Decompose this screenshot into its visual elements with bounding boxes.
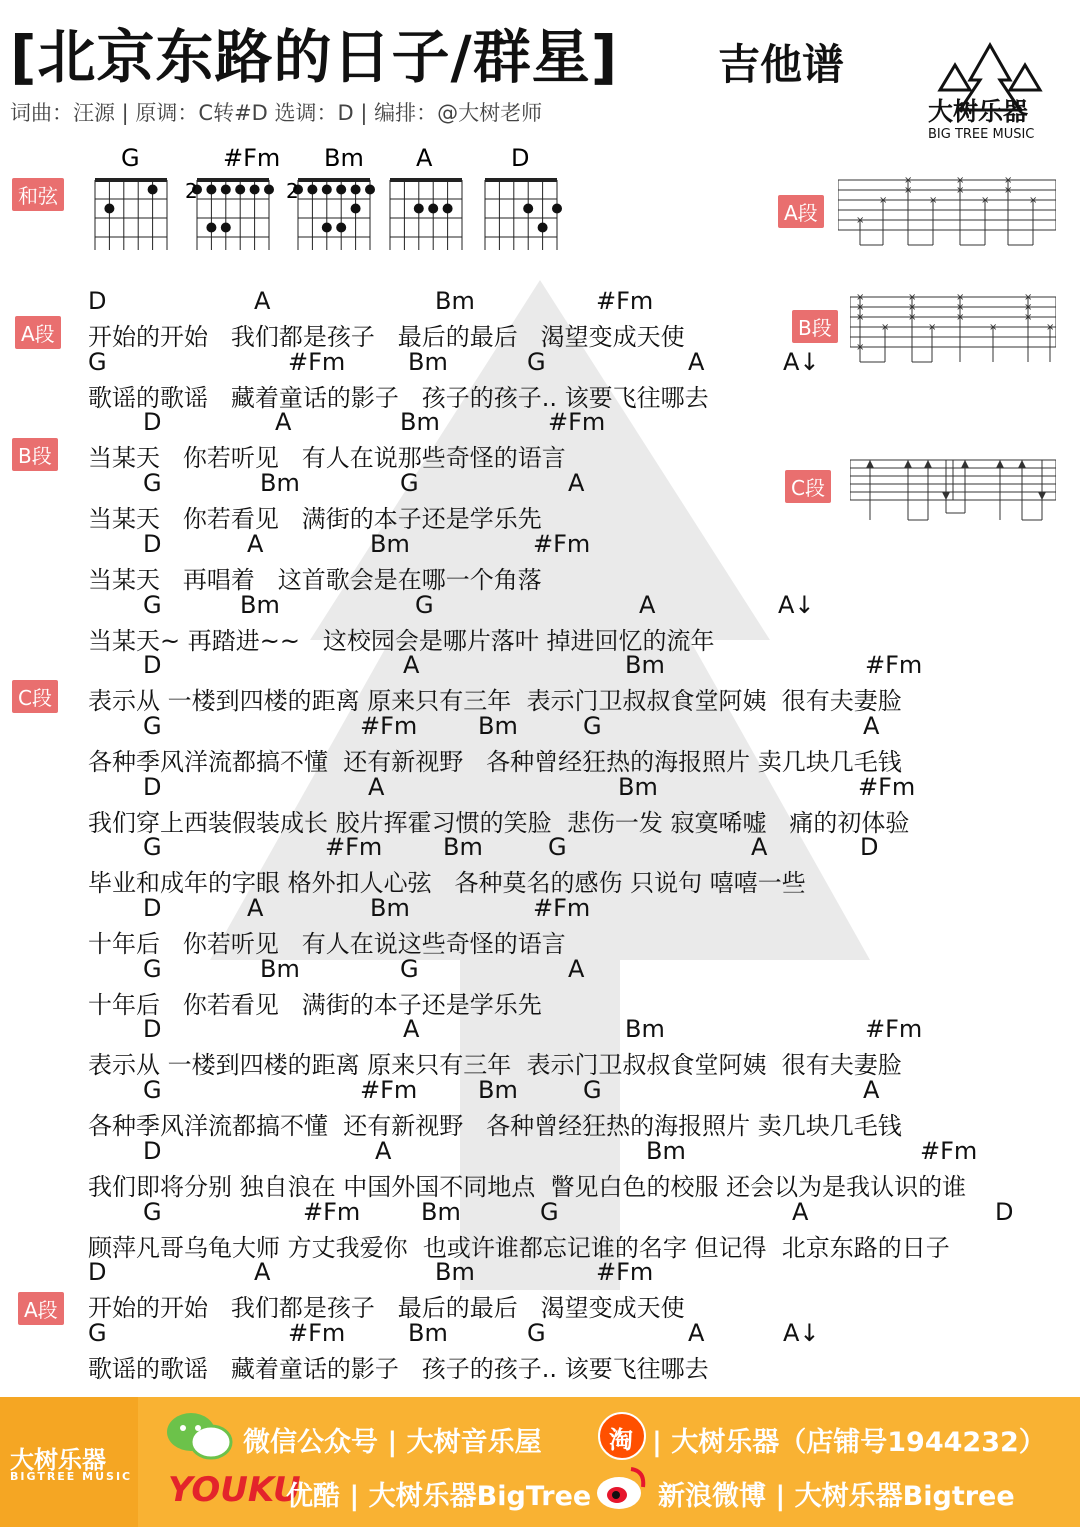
chord-label: G bbox=[143, 711, 162, 740]
watermark-tree bbox=[150, 260, 930, 1310]
chord-label: A↓ bbox=[783, 347, 820, 376]
rhythm-tag-b: B段 bbox=[792, 310, 838, 343]
svg-text:×: × bbox=[1024, 292, 1033, 303]
chord-label: G bbox=[88, 1318, 107, 1347]
chord-label: G bbox=[527, 1318, 546, 1347]
svg-text:×: × bbox=[856, 342, 865, 353]
chord-label: Bm bbox=[478, 711, 518, 740]
lyric-line: 歌谣的歌谣 藏着童话的影子 孩子的孩子.. 该要飞往哪去 bbox=[88, 383, 709, 412]
chord-label: G bbox=[583, 1076, 602, 1105]
chord-label: A bbox=[247, 529, 264, 558]
svg-text:×: × bbox=[904, 175, 913, 186]
chord-diagram-name: D bbox=[511, 144, 530, 172]
rhythm-tag-c: C段 bbox=[785, 470, 831, 503]
chord-label: #Fm bbox=[533, 529, 591, 558]
chord-label: A↓ bbox=[783, 1318, 820, 1347]
svg-text:×: × bbox=[928, 322, 937, 333]
youku-logo: YOUKU bbox=[168, 1470, 301, 1510]
chord-diagram bbox=[286, 144, 375, 250]
svg-text:×: × bbox=[989, 322, 998, 333]
lyric-line: 开始的开始 我们都是孩子 最后的最后 渴望变成天使 bbox=[88, 323, 685, 351]
chord-label: #Fm bbox=[548, 408, 606, 437]
svg-text:×: × bbox=[956, 312, 965, 323]
chord-label: D bbox=[143, 894, 162, 922]
svg-text:×: × bbox=[908, 292, 917, 303]
svg-text:×: × bbox=[1029, 195, 1038, 206]
svg-text:×: × bbox=[1004, 185, 1013, 196]
section-tag-a-repeat: A段 bbox=[18, 1292, 64, 1325]
chord-label: A bbox=[254, 287, 271, 315]
chord-label: A↓ bbox=[778, 590, 815, 619]
lyric-line: 各种季风洋流都搞不懂 还有新视野 各种曾经狂热的海报照片 卖几块几毛钱 bbox=[88, 1112, 902, 1141]
chord-diagram-name: #Fm bbox=[223, 144, 281, 172]
weibo-icon[interactable] bbox=[595, 1465, 647, 1513]
svg-text:×: × bbox=[956, 292, 965, 303]
chord-label: A bbox=[368, 772, 385, 801]
chord-label: Bm bbox=[260, 954, 300, 983]
chord-label: Bm bbox=[435, 1258, 475, 1287]
svg-text:×: × bbox=[956, 175, 965, 186]
chord-label: A bbox=[688, 347, 705, 376]
chord-label: A bbox=[403, 651, 420, 680]
taobao-icon[interactable] bbox=[598, 1412, 646, 1460]
lyric-line: 十年后 你若听见 有人在说这些奇怪的语言 bbox=[88, 930, 566, 958]
chord-label: G bbox=[548, 833, 567, 862]
chord-label: G bbox=[415, 590, 434, 619]
chord-label: D bbox=[143, 1136, 162, 1165]
chord-label: Bm bbox=[408, 347, 448, 376]
chord-label: A bbox=[375, 1136, 392, 1165]
svg-text:×: × bbox=[856, 215, 865, 226]
chord-label: A bbox=[254, 1258, 271, 1287]
chord-label: A bbox=[568, 954, 585, 983]
chord-section-tag: 和弦 bbox=[12, 178, 64, 211]
chord-label: D bbox=[143, 408, 162, 437]
lyric-line: 十年后 你若看见 满街的本子还是学乐先 bbox=[88, 990, 542, 1019]
chord-label: G bbox=[143, 469, 162, 498]
svg-text:×: × bbox=[908, 302, 917, 313]
svg-text:×: × bbox=[1024, 302, 1033, 313]
svg-text:×: × bbox=[1024, 312, 1033, 323]
chord-label: G bbox=[540, 1197, 559, 1226]
chord-label: A bbox=[688, 1318, 705, 1347]
chord-label: #Fm bbox=[533, 894, 591, 922]
svg-text:×: × bbox=[956, 302, 965, 313]
chord-label: Bm bbox=[240, 590, 280, 619]
lyric-line: 开始的开始 我们都是孩子 最后的最后 渴望变成天使 bbox=[88, 1294, 685, 1323]
chord-fret-number: 2 bbox=[286, 179, 299, 203]
chord-label: G bbox=[143, 833, 162, 862]
chord-label: G bbox=[143, 1076, 162, 1105]
chord-label: #Fm bbox=[920, 1136, 978, 1165]
wechat-icon[interactable] bbox=[165, 1410, 233, 1460]
chord-label: Bm bbox=[625, 1015, 665, 1044]
footer-taobao-text[interactable]: | 大树乐器（店铺号1944232） bbox=[652, 1427, 1046, 1458]
song-credits: 词曲：汪源 | 原调：C转#D 选调：D | 编排：@大树老师 bbox=[10, 101, 543, 125]
svg-text:×: × bbox=[981, 195, 990, 206]
chord-label: D bbox=[860, 833, 879, 862]
chord-label: A bbox=[403, 1015, 420, 1044]
rhythm-tag-a: A段 bbox=[778, 195, 824, 228]
chord-label: #Fm bbox=[303, 1197, 361, 1226]
svg-text:×: × bbox=[956, 185, 965, 196]
chord-label: D bbox=[143, 529, 162, 558]
chord-diagram-name: G bbox=[121, 144, 140, 172]
chord-label: G bbox=[143, 590, 162, 619]
chord-label: D bbox=[143, 772, 162, 801]
chord-label: G bbox=[527, 347, 546, 376]
chord-label: A bbox=[639, 590, 656, 619]
chord-label: G bbox=[400, 469, 419, 498]
chord-label: G bbox=[583, 711, 602, 740]
chord-diagram-name: Bm bbox=[324, 144, 364, 172]
svg-text:×: × bbox=[881, 322, 890, 333]
footer-weibo-text[interactable]: 新浪微博 | 大树乐器Bigtree bbox=[658, 1481, 1015, 1512]
chord-label: Bm bbox=[370, 894, 410, 922]
chord-label: D bbox=[143, 651, 162, 680]
footer-brand-cn: 大树乐器 bbox=[10, 1446, 106, 1474]
lyric-line: 当某天 再唱着 这首歌会是在哪一个角落 bbox=[88, 565, 542, 594]
chord-label: Bm bbox=[646, 1136, 686, 1165]
chord-label: A bbox=[863, 1076, 880, 1105]
chord-label: A bbox=[792, 1197, 809, 1226]
lyric-line: 当某天 你若看见 满街的本子还是学乐先 bbox=[88, 505, 542, 534]
rhythm-pattern-a bbox=[838, 175, 1056, 250]
chord-label: #Fm bbox=[360, 1076, 418, 1105]
lyric-line: 我们即将分别 独自浪在 中国外国不同地点 瞥见白色的校服 还会以为是我认识的谁 bbox=[88, 1172, 967, 1201]
section-tag-c: C段 bbox=[12, 680, 58, 713]
chord-label: A bbox=[863, 711, 880, 740]
chord-label: Bm bbox=[370, 529, 410, 558]
chord-label: Bm bbox=[618, 772, 658, 801]
chord-label: Bm bbox=[625, 651, 665, 680]
chord-label: A bbox=[568, 469, 585, 498]
chord-label: Bm bbox=[435, 287, 475, 315]
section-tag-b: B段 bbox=[12, 438, 58, 471]
chord-fret-number: 2 bbox=[185, 179, 198, 203]
rhythm-pattern-b bbox=[850, 292, 1056, 367]
chord-label: #Fm bbox=[288, 347, 346, 376]
svg-text:×: × bbox=[856, 292, 865, 303]
chord-label: #Fm bbox=[360, 711, 418, 740]
chord-label: #Fm bbox=[865, 1015, 923, 1044]
chord-diagram bbox=[485, 144, 562, 250]
footer-youku-text[interactable]: 优酷 | 大树乐器BigTree bbox=[286, 1481, 592, 1512]
lyric-line: 我们穿上西装假装成长 胶片挥霍习惯的笑脸 悲伤一发 寂寞唏嘘 痛的初体验 bbox=[88, 808, 910, 837]
chord-label: D bbox=[143, 1015, 162, 1044]
chord-diagram bbox=[90, 144, 172, 250]
svg-text:×: × bbox=[856, 312, 865, 323]
taobao-icon-glyph: 淘 bbox=[609, 1426, 633, 1454]
chord-label: #Fm bbox=[858, 772, 916, 801]
chord-label: #Fm bbox=[288, 1318, 346, 1347]
chord-label: A bbox=[247, 894, 264, 922]
chord-label: G bbox=[143, 954, 162, 983]
rhythm-pattern-c bbox=[850, 455, 1056, 525]
chord-label: Bm bbox=[421, 1197, 461, 1226]
chord-label: Bm bbox=[400, 408, 440, 437]
chord-label: D bbox=[88, 1258, 107, 1287]
chord-label: #Fm bbox=[596, 1258, 654, 1287]
svg-text:×: × bbox=[856, 302, 865, 313]
chord-diagram bbox=[390, 144, 462, 250]
section-tag-a: A段 bbox=[15, 316, 61, 349]
chord-label: G bbox=[400, 954, 419, 983]
svg-text:×: × bbox=[879, 195, 888, 206]
chord-label: Bm bbox=[260, 469, 300, 498]
logo-subtext: BIG TREE MUSIC bbox=[928, 127, 1035, 142]
svg-text:×: × bbox=[908, 312, 917, 323]
lyric-line: 顾萍凡哥乌龟大师 方丈我爱你 也或许谁都忘记谁的名字 但记得 北京东路的日子 bbox=[88, 1233, 950, 1262]
chord-diagram-name: A bbox=[416, 144, 433, 172]
chord-diagram bbox=[185, 144, 280, 250]
svg-text:×: × bbox=[1046, 322, 1055, 333]
page-title: [北京东路的日子/群星] bbox=[10, 23, 619, 91]
svg-text:×: × bbox=[1004, 175, 1013, 186]
lyric-line: 表示从 一楼到四楼的距离 原来只有三年 表示门卫叔叔食堂阿姨 很有夫妻脸 bbox=[88, 1051, 902, 1080]
svg-text:×: × bbox=[929, 195, 938, 206]
chord-label: A bbox=[751, 833, 768, 862]
svg-text:×: × bbox=[904, 185, 913, 196]
chord-label: D bbox=[88, 287, 107, 315]
lyric-line: 歌谣的歌谣 藏着童话的影子 孩子的孩子.. 该要飞往哪去 bbox=[88, 1354, 709, 1383]
chord-label: A bbox=[275, 408, 292, 437]
chord-label: Bm bbox=[443, 833, 483, 862]
lyric-line: 当某天 你若听见 有人在说那些奇怪的语言 bbox=[88, 444, 566, 473]
footer-wechat-text[interactable]: 微信公众号 | 大树音乐屋 bbox=[243, 1427, 542, 1458]
chord-label: D bbox=[995, 1197, 1014, 1226]
lyric-line: 表示从 一楼到四楼的距离 原来只有三年 表示门卫叔叔食堂阿姨 很有夫妻脸 bbox=[88, 687, 902, 716]
chord-diagrams bbox=[85, 140, 585, 250]
chord-label: #Fm bbox=[596, 287, 654, 315]
footer-brand-en: BIGTREE MUSIC bbox=[10, 1470, 133, 1483]
lyric-line: 毕业和成年的字眼 格外扣人心弦 各种莫名的感伤 只说句 嘻嘻一些 bbox=[88, 869, 806, 898]
chord-label: Bm bbox=[408, 1318, 448, 1347]
chord-label: #Fm bbox=[325, 833, 383, 862]
lyric-line: 当某天~ 再踏进~~ 这校园会是哪片落叶 掉进回忆的流年 bbox=[88, 626, 715, 655]
chord-label: Bm bbox=[478, 1076, 518, 1105]
chord-label: #Fm bbox=[865, 651, 923, 680]
page-title-suffix: 吉他谱 bbox=[718, 40, 845, 89]
lyric-line: 各种季风洋流都搞不懂 还有新视野 各种曾经狂热的海报照片 卖几块几毛钱 bbox=[88, 747, 902, 776]
chord-label: G bbox=[88, 347, 107, 376]
chord-label: G bbox=[143, 1197, 162, 1226]
logo-text: 大树乐器 bbox=[928, 97, 1029, 126]
